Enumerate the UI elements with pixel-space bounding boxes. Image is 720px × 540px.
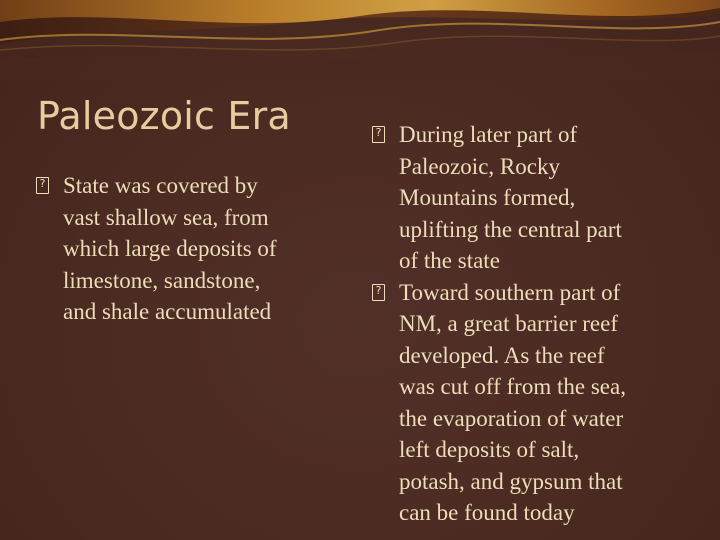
left-bullet-list	[36, 170, 336, 328]
bullet-glyph-icon	[36, 170, 49, 202]
bullet-line: was cut off from the sea,	[399, 374, 626, 399]
bullet-line: the evaporation of water	[399, 405, 624, 431]
bullet-item	[36, 170, 336, 328]
bullet-line: of the state	[399, 248, 500, 273]
bullet-line: and shale accumulated	[63, 299, 272, 324]
bullet-line: Paleozoic, Rocky	[399, 153, 560, 179]
bullet-line: During later part of	[399, 122, 578, 147]
bullet-line: uplifting the central part	[399, 216, 622, 242]
bullet-line: Toward southern part of	[399, 279, 621, 305]
bullet-line: which large deposits of	[63, 236, 277, 261]
bullet-line: developed. As the reef	[399, 342, 605, 368]
bullet-line: left deposits of salt,	[399, 437, 580, 462]
bullet-item	[372, 119, 684, 277]
bullet-line: vast shallow sea, from	[63, 204, 269, 230]
bullet-item	[372, 277, 684, 529]
bullet-line: Mountains formed,	[399, 185, 576, 210]
bullet-line: can be found today	[399, 500, 575, 525]
slide-title: Paleozoic Era	[37, 94, 291, 138]
decorative-top-swoosh	[0, 0, 720, 80]
bullet-line: State was covered by	[63, 173, 258, 198]
bullet-glyph-icon	[372, 119, 385, 151]
bullet-line: limestone, sandstone,	[63, 267, 261, 293]
right-bullet-list	[372, 119, 684, 529]
bullet-glyph-icon	[372, 277, 385, 309]
bullet-line: NM, a great barrier reef	[399, 311, 619, 336]
bullet-line: potash, and gypsum that	[399, 468, 623, 494]
